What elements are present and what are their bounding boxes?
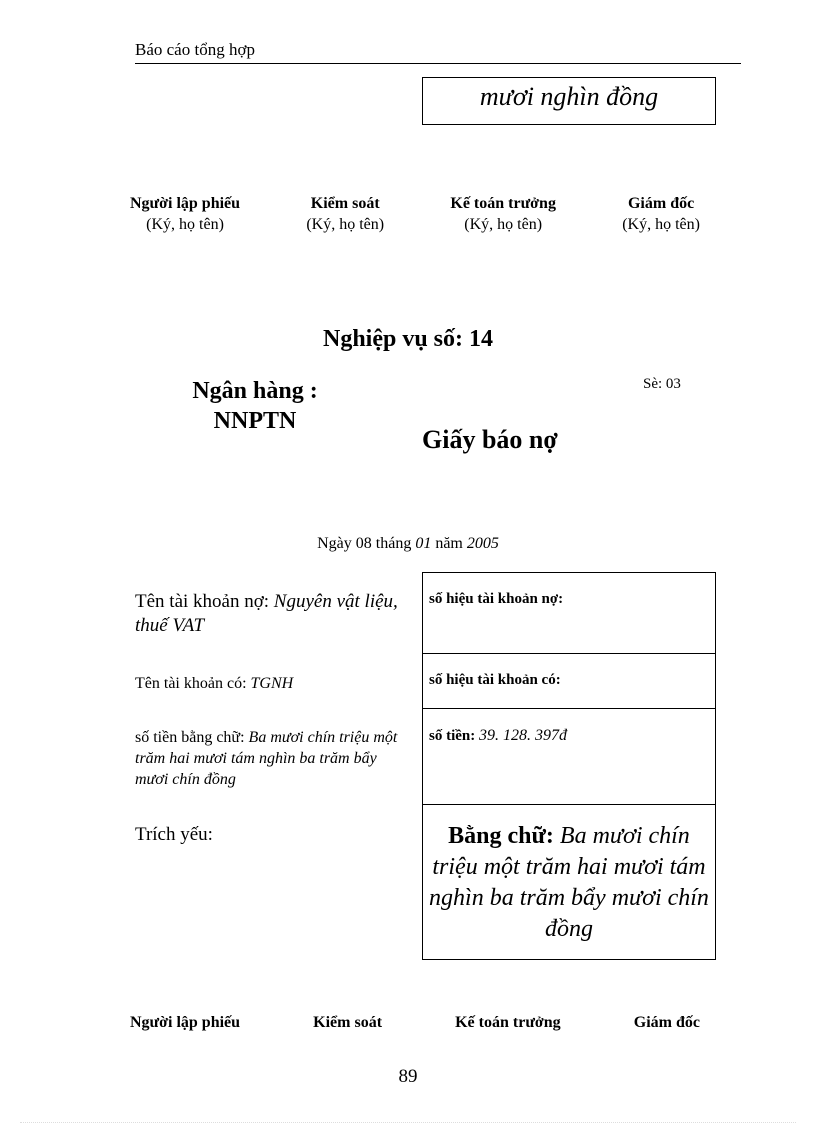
signature-role: Giám đốc — [627, 195, 695, 212]
account-grid — [422, 572, 716, 960]
amount-continuation-text: mươi nghìn đồng — [479, 82, 659, 111]
amount-label-text: số tiền: — [429, 728, 479, 744]
signature-controller — [313, 1012, 382, 1034]
signature-role: Giám đốc — [633, 1014, 700, 1031]
signature-note: (Ký, họ tên) — [464, 216, 543, 233]
words-value: Ba mươi chín triệu một trăm hai mươi tám nghìn ba trăm bẩy mươi chín đồng — [429, 823, 709, 942]
date-year: 2005 — [466, 535, 499, 552]
amount-continuation-box — [422, 77, 716, 125]
operation-title: Nghiệp vụ số: 14 — [322, 326, 494, 352]
bank-name: NNPTN — [213, 408, 297, 434]
signature-preparer — [130, 1012, 240, 1034]
amount-label — [423, 709, 715, 745]
grid-cell-debit-code — [423, 573, 715, 654]
amount-in-words — [135, 727, 410, 790]
credit-account-name — [135, 673, 415, 694]
signature-row-bottom — [130, 1012, 700, 1034]
debit-code-label: số hiệu tài khoản nợ: — [429, 591, 564, 607]
page-header-title: Báo cáo tổng hợp — [135, 40, 255, 59]
signature-note: (Ký, họ tên) — [622, 216, 700, 233]
signature-note: (Ký, họ tên) — [306, 216, 385, 233]
header-divider — [135, 63, 741, 64]
amount-words-label: số tiền bằng chữ: — [135, 729, 249, 746]
debit-name-value: Nguyên vật liệu, thuế VAT — [135, 591, 398, 636]
bank-label: Ngân hàng : — [192, 378, 318, 404]
credit-name-label: Tên tài khoản có: — [135, 675, 251, 692]
date-prefix: Ngày 08 tháng — [317, 535, 416, 552]
signature-role: Kiểm soát — [310, 195, 380, 212]
date-mid: năm — [431, 535, 467, 552]
signature-role: Kế toán trưởng — [455, 1014, 561, 1031]
signature-chief-accountant — [450, 193, 556, 235]
debit-account-name — [135, 590, 410, 638]
document-title: Giấy báo nợ — [422, 425, 558, 454]
debit-name-label: Tên tài khoản nợ: — [135, 591, 274, 612]
credit-code-label: số hiệu tài khoản có: — [429, 672, 561, 688]
bank-block — [165, 376, 345, 436]
words-label: Bằng chữ: — [448, 823, 560, 849]
document-date — [0, 535, 816, 553]
amount-value: 39. 128. 397đ — [479, 727, 567, 744]
credit-name-value: TGNH — [250, 675, 294, 692]
page-number: 89 — [398, 1066, 418, 1087]
signature-role: Kế toán trưởng — [450, 195, 556, 212]
signature-role: Người lập phiếu — [130, 1014, 241, 1031]
summary-label: Trích yếu: — [135, 824, 213, 845]
amount-words-value: Ba mươi chín triệu một trăm hai mươi tám nghìn ba trăm bẩy mươi chín đồng — [135, 729, 398, 788]
signature-director — [634, 1012, 700, 1034]
signature-role: Người lập phiếu — [130, 195, 241, 212]
signature-director — [622, 193, 700, 235]
grid-cell-credit-code — [423, 654, 715, 709]
document-number: Sè: 03 — [643, 376, 681, 392]
signature-role: Kiểm soát — [313, 1014, 383, 1031]
signature-preparer — [130, 193, 240, 235]
signature-chief-accountant — [455, 1012, 561, 1034]
signature-row-top — [130, 193, 700, 235]
date-month: 01 — [415, 535, 432, 552]
signature-controller — [306, 193, 384, 235]
grid-cell-amount — [423, 709, 715, 805]
signature-note: (Ký, họ tên) — [146, 216, 224, 233]
grid-cell-words — [423, 805, 715, 959]
